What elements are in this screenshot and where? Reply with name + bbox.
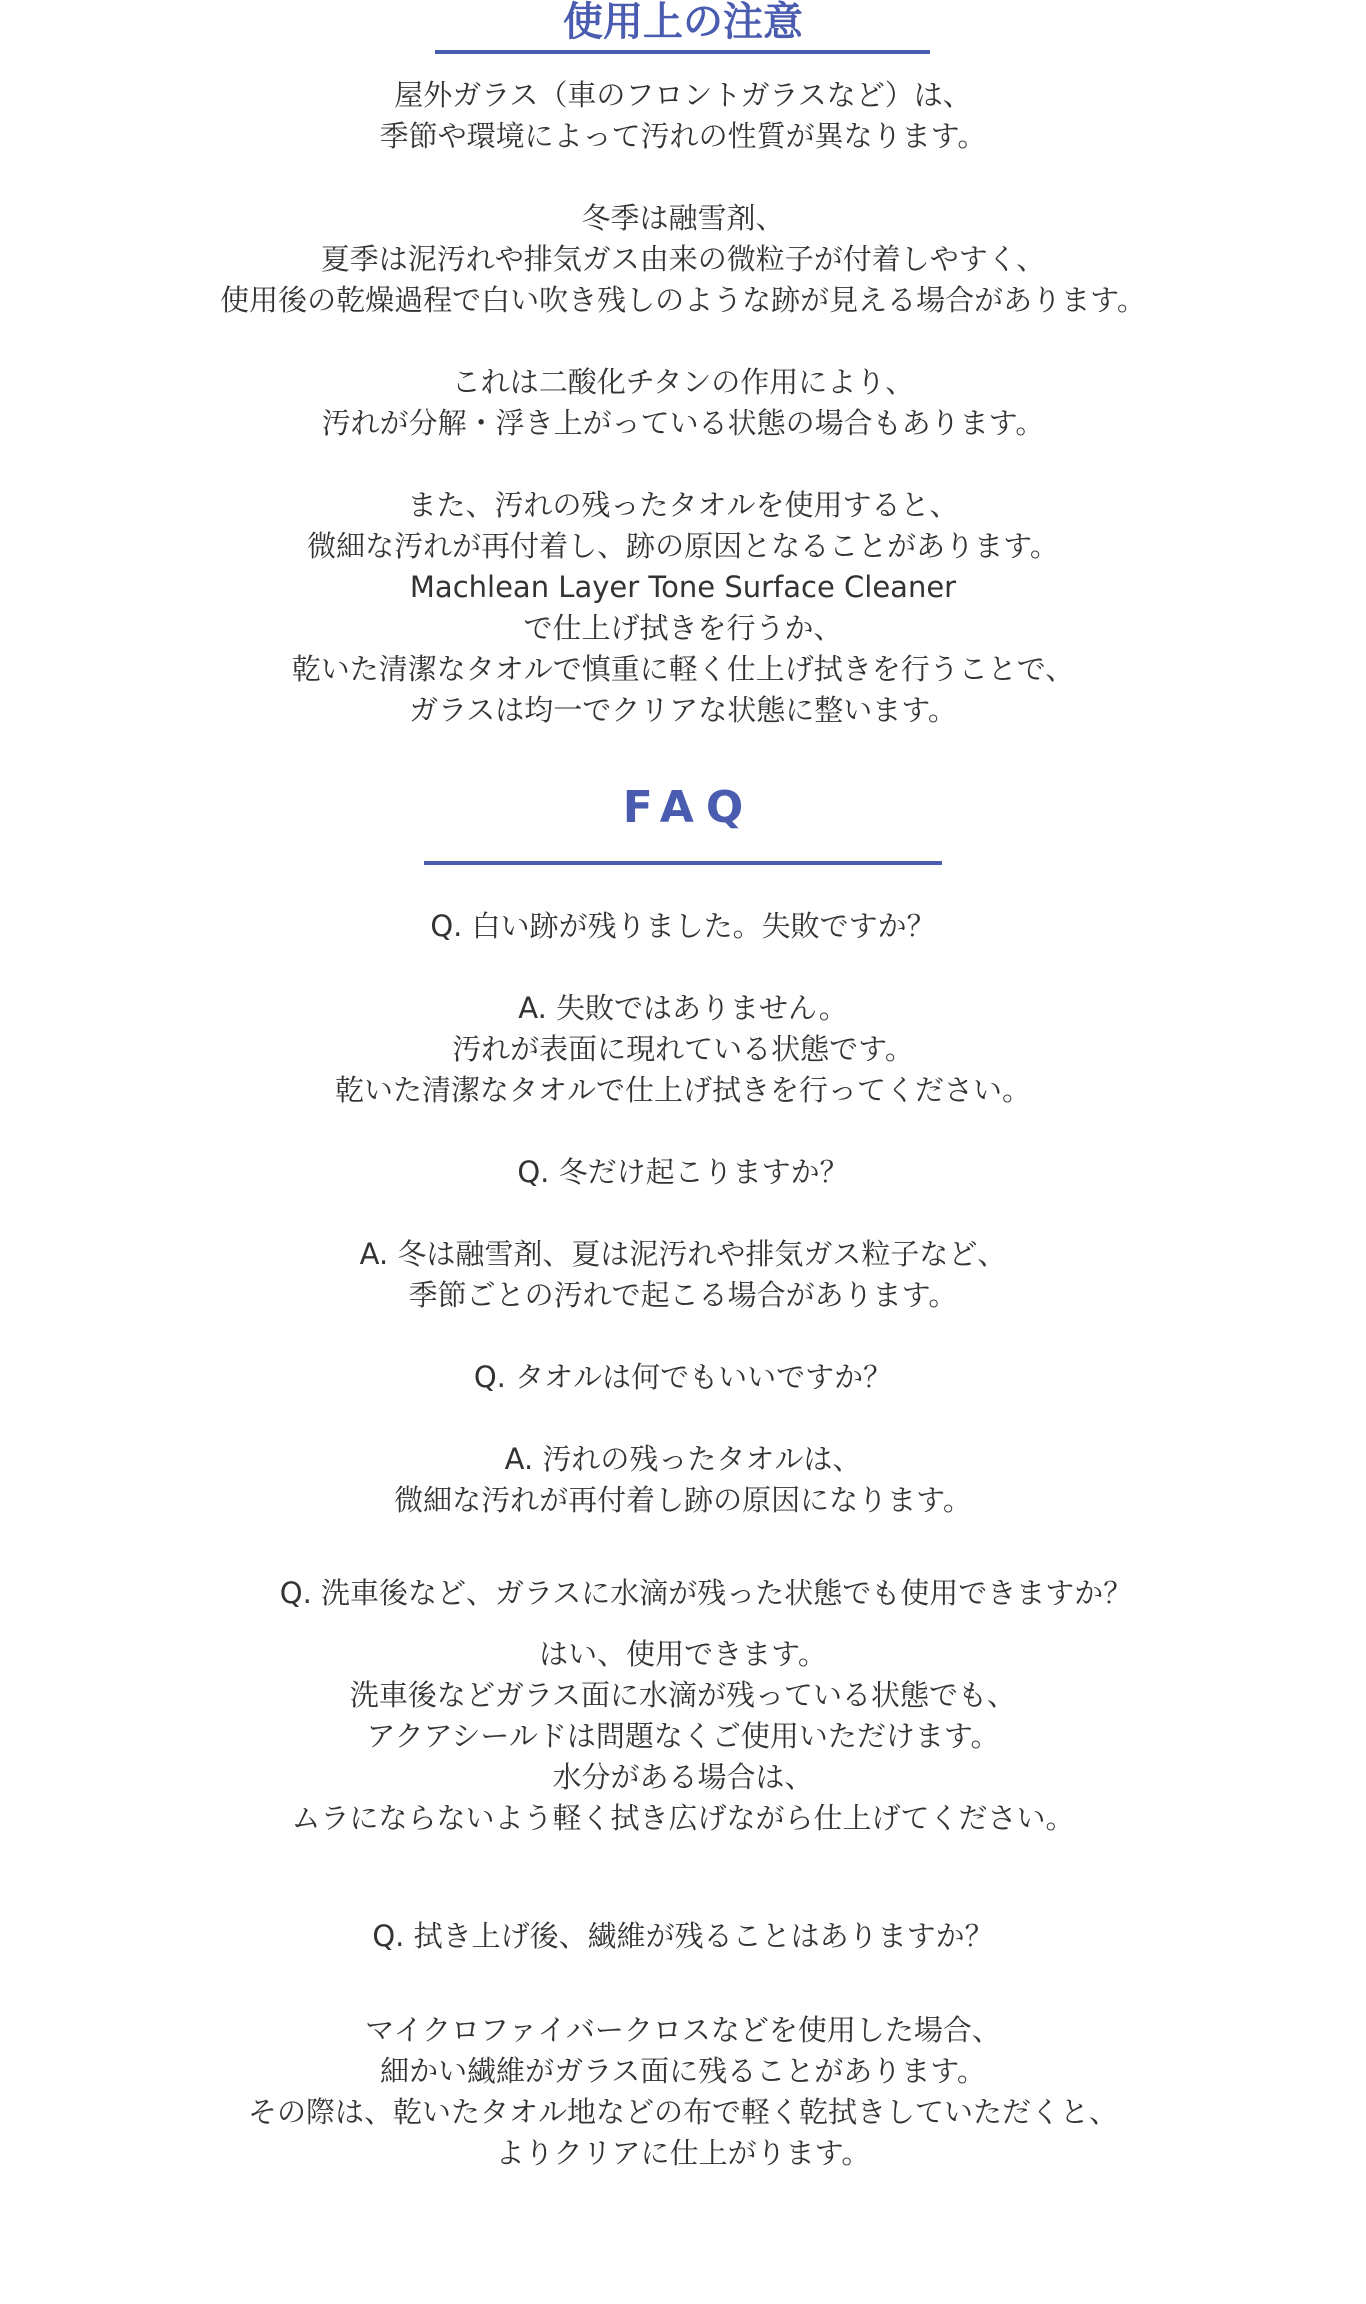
caution-text-line: で仕上げ拭きを行うか、 <box>523 611 843 645</box>
faq-answer-line: A. 冬は融雪剤、夏は泥汚れや排気ガス粒子など、 <box>359 1237 1007 1271</box>
faq-answer-line: よりクリアに仕上がります。 <box>495 2136 871 2170</box>
faq-answer-line: アクアシールドは問題なくご使用いただけます。 <box>366 1719 1000 1753</box>
faq-question-text: Q. タオルは何でもいいですか？ <box>473 1360 893 1394</box>
faq-answer-line: 汚れが表面に現れている状態です。 <box>452 1032 914 1066</box>
faq-answer-line: ムラにならないよう軽く拭き広げながら仕上げてください。 <box>291 1801 1075 1835</box>
caution-text-line: 季節や環境によって汚れの性質が異なります。 <box>379 119 987 153</box>
faq-answer-line: 微細な汚れが再付着し跡の原因になります。 <box>394 1483 972 1517</box>
caution-text-line: 汚れが分解・浮き上がっている状態の場合もあります。 <box>321 406 1045 440</box>
caution-text-line: ガラスは均一でクリアな状態に整います。 <box>409 693 957 727</box>
caution-text-line: 屋外ガラス（車のフロントガラスなど）は、 <box>394 78 972 112</box>
faq-question-text: Q. 白い跡が残りました。失敗ですか？ <box>430 909 936 943</box>
caution-title: 使用上の注意 <box>563 0 803 45</box>
faq-answer-line: A. 失敗ではありません。 <box>518 991 848 1025</box>
faq-answer-line: その際は、乾いたタオル地などの布で軽く乾拭きしていただくと、 <box>247 2095 1118 2129</box>
faq-question-1 <box>0 906 1366 947</box>
faq-question-3 <box>0 1357 1366 1398</box>
product-name: Machlean Layer Tone Surface Cleaner <box>409 570 957 604</box>
caution-text-line: 乾いた清潔なタオルで慎重に軽く仕上げ拭きを行うことで、 <box>291 652 1075 686</box>
faq-answer-line: 乾いた清潔なタオルで仕上げ拭きを行ってください。 <box>334 1073 1031 1107</box>
caution-text-line: 夏季は泥汚れや排気ガス由来の微粒子が付着しやすく、 <box>320 242 1046 276</box>
faq-answer-1 <box>0 988 1366 1111</box>
faq-question-2 <box>0 1152 1366 1193</box>
caution-text-line: 冬季は融雪剤、 <box>581 201 785 235</box>
faq-answer-line: 洗車後などガラス面に水滴が残っている状態でも、 <box>349 1678 1017 1712</box>
caution-text-line: また、汚れの残ったタオルを使用すると、 <box>407 488 959 522</box>
caution-paragraph-4 <box>0 485 1366 731</box>
caution-paragraph-1 <box>0 75 1366 157</box>
caution-paragraph-3 <box>0 362 1366 444</box>
caution-text-line: これは二酸化チタンの作用により、 <box>451 365 915 399</box>
faq-answer-2 <box>0 1234 1366 1316</box>
faq-answer-line: 細かい繊維がガラス面に残ることがあります。 <box>380 2054 986 2088</box>
faq-question-5 <box>0 1916 1366 1957</box>
faq-answer-3 <box>0 1439 1366 1521</box>
caution-paragraph-2 <box>0 198 1366 321</box>
faq-answer-line: マイクロファイバークロスなどを使用した場合、 <box>365 2013 1001 2047</box>
caution-text-line: 使用後の乾燥過程で白い吹き残しのような跡が見える場合があります。 <box>220 283 1146 317</box>
caution-title-underline <box>435 50 930 54</box>
faq-answer-line: はい、使用できます。 <box>539 1637 827 1671</box>
faq-title: FAQ <box>622 782 756 833</box>
faq-answer-5 <box>0 2010 1366 2174</box>
caution-text-line: 微細な汚れが再付着し、跡の原因となることがあります。 <box>307 529 1059 563</box>
faq-question-text: Q. 拭き上げ後、繊維が残ることはありますか？ <box>372 1919 994 1953</box>
faq-question-4 <box>0 1573 1366 1614</box>
faq-answer-4 <box>0 1634 1366 1839</box>
faq-answer-line: 水分がある場合は、 <box>552 1760 814 1794</box>
faq-question-text: Q. 洗車後など、ガラスに水滴が残った状態でも使用できますか？ <box>279 1576 1133 1610</box>
faq-answer-line: A. 汚れの残ったタオルは、 <box>504 1442 862 1476</box>
faq-question-text: Q. 冬だけ起こりますか？ <box>517 1155 849 1189</box>
faq-answer-line: 季節ごとの汚れで起こる場合があります。 <box>408 1278 958 1312</box>
faq-title-underline <box>424 861 942 865</box>
